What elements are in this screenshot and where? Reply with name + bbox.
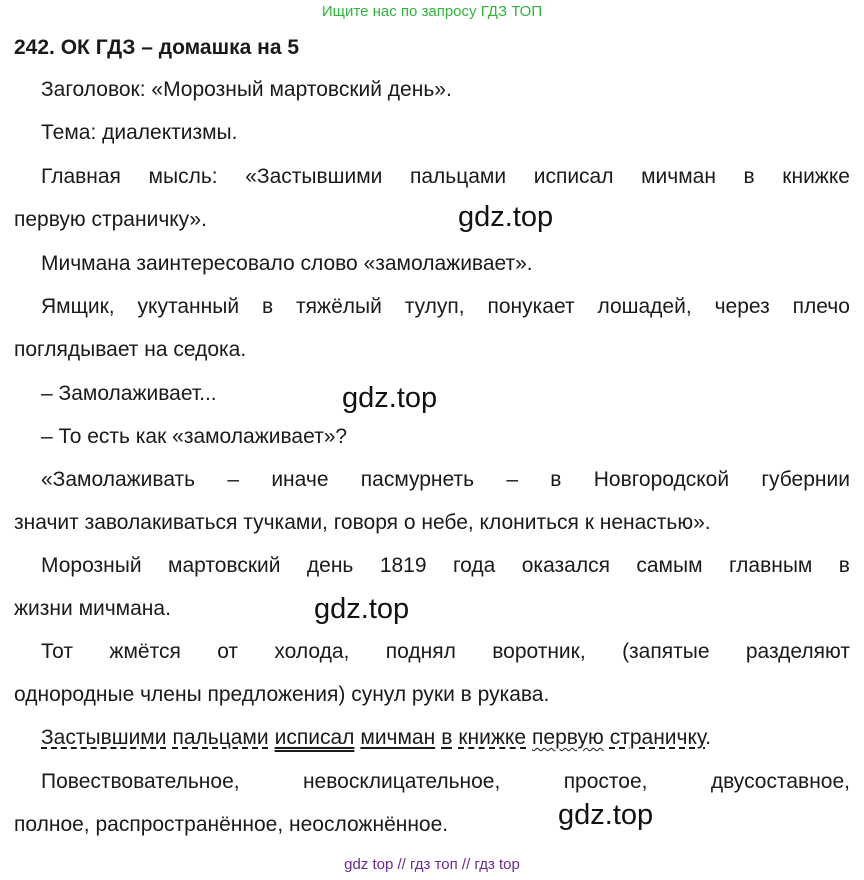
word: поднял (385, 640, 456, 663)
word: в (743, 165, 755, 188)
word: «Замолаживать (41, 468, 196, 491)
word: – (506, 468, 519, 491)
word: в (550, 468, 562, 491)
word: укутанный (137, 295, 240, 318)
word: невосклицательное, (302, 770, 501, 793)
word: Тот (41, 640, 74, 663)
word: Новгородской (593, 468, 730, 491)
sentence-member-adverbial: пальцами (172, 726, 269, 749)
word: мартовский (168, 554, 281, 577)
word: от (217, 640, 239, 663)
text-line-paragraph-cont: поглядывает на седока. (14, 338, 247, 361)
footer-links: gdz top // гдз топ // гдз top (344, 856, 520, 873)
word: в (838, 554, 850, 577)
word: холода, (274, 640, 350, 663)
word: книжке (782, 165, 850, 188)
sentence-member-modifier: Застывшими (41, 726, 167, 749)
word: разделяют (745, 640, 850, 663)
word: через (714, 295, 770, 318)
text-line-paragraph-cont: значит заволакиваться тучками, говоря о небе, клониться к ненастью». (14, 511, 711, 534)
text-line-paragraph (41, 466, 850, 494)
word: жмётся (109, 640, 181, 663)
exercise-heading: 242. ОК ГДЗ – домашка на 5 (14, 36, 300, 59)
word: двусоставное, (710, 770, 850, 793)
word: плечо (792, 295, 850, 318)
sentence-member-subject: мичман (360, 726, 436, 749)
text-line-main-idea-cont: первую страничку». (14, 208, 207, 231)
word: самым (636, 554, 703, 577)
text-line-paragraph (41, 638, 850, 666)
parsed-sentence (41, 724, 711, 752)
sentence-member-object: страничку (609, 726, 706, 749)
word: исписал (533, 165, 614, 188)
word: мичман (641, 165, 716, 188)
word: иначе (271, 468, 329, 491)
watermark: gdz.top (342, 382, 438, 414)
word: (запятые (622, 640, 710, 663)
text-line-dialogue: – Замолаживает... (41, 382, 217, 405)
text-line-dialogue: – То есть как «замолаживает»? (41, 425, 348, 448)
word: Главная (41, 165, 121, 188)
text-line-paragraph: Мичмана заинтересовало слово «замолаживает». (41, 252, 533, 275)
word: Повествовательное, (41, 770, 240, 793)
word: воротник, (492, 640, 586, 663)
word: главным (728, 554, 813, 577)
word: «Застывшими (245, 165, 383, 188)
text-line-characteristics-cont: полное, распространённое, неосложнённое. (14, 813, 449, 836)
word: тяжёлый (296, 295, 382, 318)
text-line-paragraph-cont: жизни мичмана. (14, 597, 171, 620)
word: Морозный (41, 554, 142, 577)
sentence-end: . (705, 726, 712, 749)
word: губернии (761, 468, 850, 491)
word: 1819 (379, 554, 427, 577)
text-line-topic: Тема: диалектизмы. (41, 121, 238, 144)
word: в (261, 295, 274, 318)
word: – (227, 468, 240, 491)
watermark: gdz.top (558, 799, 654, 831)
text-line-paragraph (41, 293, 850, 321)
watermark: gdz.top (458, 201, 554, 233)
watermark: gdz.top (314, 593, 410, 625)
word: тулуп, (404, 295, 465, 318)
text-line-title: Заголовок: «Морозный мартовский день». (41, 78, 452, 101)
word: оказался (521, 554, 610, 577)
text-line-paragraph-cont: однородные члены предложения) сунул руки в рукава. (14, 683, 550, 706)
word: лошадей, (597, 295, 692, 318)
word: Ямщик, (41, 295, 115, 318)
sentence-member-adverbial: книжке (458, 726, 527, 749)
word: пальцами (409, 165, 507, 188)
word: года (452, 554, 496, 577)
word: мысль: (148, 165, 218, 188)
sentence-member-predicate: исписал (274, 726, 355, 749)
text-line-main-idea (41, 163, 850, 191)
word: простое, (563, 770, 648, 793)
sentence-member-attribute: первую (532, 726, 604, 749)
word: понукает (487, 295, 575, 318)
word: пасмурнеть (360, 468, 475, 491)
word: день (306, 554, 354, 577)
top-banner: Ищите нас по запросу ГДЗ ТОП (321, 3, 543, 20)
text-line-characteristics (41, 768, 850, 796)
text-line-paragraph (41, 552, 850, 580)
sentence-member-adverbial: в (441, 726, 453, 749)
